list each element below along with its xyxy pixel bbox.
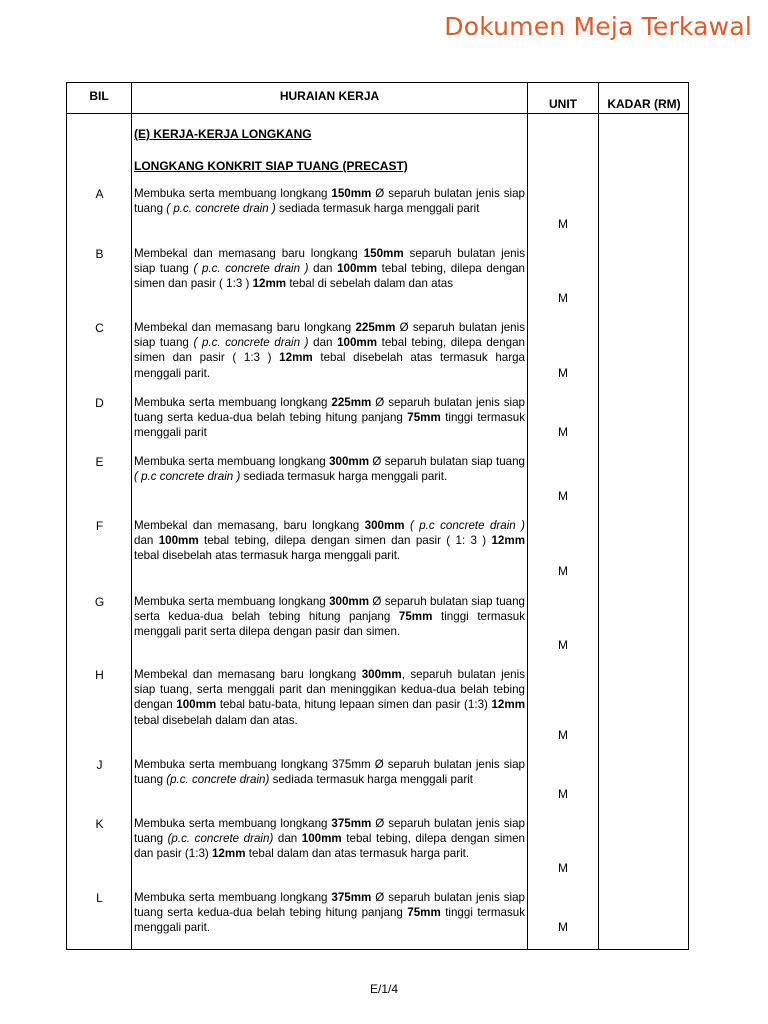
item-description-l (134, 890, 525, 936)
header-unit: UNIT (549, 97, 577, 111)
item-description-f (134, 518, 525, 564)
description-segment: Membuka serta membuang longkang 375mm Ø separuh bulatan jenis siap tuang (134, 758, 525, 787)
description-segment: tebal dalam dan atas termasuk harga parit. (245, 847, 470, 861)
description-segment: (p.c. concrete drain) (167, 832, 274, 846)
item-description-k (134, 816, 525, 862)
item-unit-l: M (558, 920, 568, 934)
column-divider-huraian (527, 83, 528, 949)
description-segment: 150mm (363, 247, 404, 260)
description-segment: 12mm (211, 847, 246, 861)
item-description-h (134, 667, 525, 728)
description-segment: Membuka serta membuang longkang (134, 817, 332, 830)
description-segment: tebal disebelah atas termasuk harga menggali parit. (134, 549, 401, 563)
description-segment: sediada termasuk harga menggali parit (275, 202, 480, 216)
description-segment: tebal tebing, dilepa dengan simen dan pasir (1:3) (134, 832, 525, 861)
description-segment: sediada termasuk harga menggali parit (269, 773, 473, 787)
section-title: (E) KERJA-KERJA LONGKANG (134, 127, 312, 141)
description-segment: ( p.c. concrete drain ) (166, 202, 276, 216)
description-segment: 75mm (398, 610, 433, 624)
description-segment: Ø separuh bulatan jenis siap tuang (134, 321, 525, 350)
item-bil-e: E (95, 455, 104, 469)
description-segment: 300mm (361, 668, 402, 681)
description-segment: sediada termasuk harga menggali parit. (240, 470, 448, 484)
item-bil-a: A (95, 187, 104, 201)
description-segment: ( p.c. concrete drain ) (193, 336, 309, 350)
description-segment: Ø separuh bulatan jenis siap tuang serta kedua-dua belah tebing hitung panjang (134, 891, 525, 920)
item-unit-d: M (558, 425, 568, 439)
description-segment: ( p.c concrete drain ) (134, 470, 241, 484)
item-bil-k: K (95, 817, 104, 831)
header-bil: BIL (89, 89, 109, 103)
description-segment: Membekal dan memasang baru longkang (134, 247, 364, 260)
description-segment: Ø separuh bulatan siap tuang (369, 455, 525, 468)
description-segment: dan (308, 262, 338, 276)
header-kadar: KADAR (RM) (607, 97, 681, 111)
description-segment: dan (308, 336, 338, 350)
description-segment: tebal tebing, dilepa dengan simen dan pasir ( 1: 3 ) (198, 534, 492, 548)
description-segment: tebal disebelah dalam dan atas. (134, 713, 298, 727)
item-bil-h: H (95, 668, 104, 682)
page-number: E/1/4 (369, 982, 399, 996)
description-segment: 12mm (491, 534, 525, 548)
description-segment: 75mm (407, 906, 441, 920)
header-huraian-kerja: HURAIAN KERJA (279, 89, 380, 103)
description-segment: (p.c. concrete drain) (166, 773, 270, 787)
subsection-title: LONGKANG KONKRIT SIAP TUANG (PRECAST) (134, 159, 408, 173)
description-segment: Ø separuh bulatan siap tuang serta kedua-dua belah tebing hitung panjang (134, 595, 525, 624)
item-bil-g: G (94, 595, 105, 609)
description-segment: Ø separuh bulatan jenis siap tuang (134, 187, 525, 216)
description-segment: Membekal dan memasang, baru longkang (134, 519, 365, 532)
description-segment: Membuka serta membuang longkang (134, 187, 332, 200)
description-segment: 12mm (491, 698, 525, 712)
description-segment: tebal di sebelah dalam dan atas (286, 277, 454, 291)
description-segment: Membuka serta membuang longkang (134, 455, 330, 468)
description-segment: tebal tebing, dilepa dengan simen dan pasir ( 1:3 ) (134, 262, 526, 291)
description-segment: ( p.c concrete drain ) (409, 519, 525, 532)
description-segment: 300mm (329, 595, 370, 608)
item-bil-b: B (95, 247, 104, 261)
item-description-j (134, 757, 525, 787)
description-segment: ( p.c. concrete drain ) (193, 262, 309, 276)
item-description-b (134, 246, 525, 292)
item-bil-l: L (96, 891, 103, 905)
watermark-label: Dokumen Meja Terkawal (444, 12, 752, 41)
description-segment: tebal tebing, dilepa dengan simen dan pasir ( 1:3 ) (134, 336, 526, 365)
description-segment: Ø separuh bulatan jenis siap tuang serta kedua-dua belah tebing hitung panjang (134, 396, 525, 425)
description-segment: tinggi termasuk menggali parit. (134, 906, 525, 935)
item-description-g (134, 594, 525, 640)
description-segment: tebal disebelah atas termasuk harga menggali parit. (134, 351, 525, 380)
description-segment: 100mm (176, 698, 217, 712)
description-segment: Membuka serta membuang longkang (134, 891, 332, 904)
column-divider-unit (598, 83, 599, 949)
description-segment: 100mm (158, 534, 199, 548)
description-segment: 100mm (301, 832, 342, 846)
item-description-a (134, 186, 525, 216)
description-segment: 300mm (329, 455, 370, 468)
description-segment: dan (273, 832, 302, 846)
description-segment: 75mm (407, 411, 441, 425)
description-segment: Membekal dan memasang baru longkang (134, 668, 362, 681)
description-segment: Ø separuh bulatan jenis siap tuang (134, 817, 525, 846)
description-segment: 12mm (279, 351, 313, 365)
item-unit-h: M (558, 728, 568, 742)
item-unit-k: M (558, 861, 568, 875)
item-description-e (134, 454, 525, 484)
description-segment: tebal batu-bata, hitung lepaan simen dan pasir (1:3) (216, 698, 492, 712)
description-segment: 100mm (337, 336, 378, 350)
item-bil-d: D (95, 396, 104, 410)
item-unit-a: M (558, 217, 568, 231)
header-divider (67, 113, 688, 114)
item-unit-c: M (558, 366, 568, 380)
item-unit-g: M (558, 638, 568, 652)
description-segment: dan (134, 534, 159, 548)
description-segment: 225mm (331, 396, 372, 409)
description-segment: Membekal dan memasang baru longkang (134, 321, 356, 334)
description-segment: 225mm (355, 321, 396, 334)
item-description-d (134, 395, 525, 441)
description-segment: 375mm (331, 817, 372, 830)
item-bil-c: C (95, 321, 104, 335)
description-segment: , separuh bulatan jenis siap tuang, serta menggali parit dan meninggikan kedua-dua belah tebing dengan (134, 668, 525, 712)
description-segment: 150mm (331, 187, 372, 200)
item-description-c (134, 320, 525, 381)
item-unit-f: M (558, 564, 568, 578)
item-unit-e: M (558, 489, 568, 503)
description-segment: tinggi termasuk menggali parit serta dilepa dengan pasir dan simen. (134, 610, 525, 639)
description-segment: tinggi termasuk menggali parit (134, 411, 525, 440)
description-segment: Membuka serta membuang longkang (134, 396, 332, 409)
item-bil-f: F (95, 519, 104, 533)
item-bil-j: J (96, 758, 103, 772)
description-segment: separuh bulatan jenis siap tuang (134, 247, 525, 276)
item-unit-b: M (558, 291, 568, 305)
bill-table (66, 82, 689, 950)
description-segment: 100mm (337, 262, 378, 276)
item-unit-j: M (558, 787, 568, 801)
description-segment: 300mm (364, 519, 405, 532)
description-segment: 375mm (331, 891, 372, 904)
description-segment: 12mm (252, 277, 287, 291)
description-segment: Membuka serta membuang longkang (134, 595, 330, 608)
